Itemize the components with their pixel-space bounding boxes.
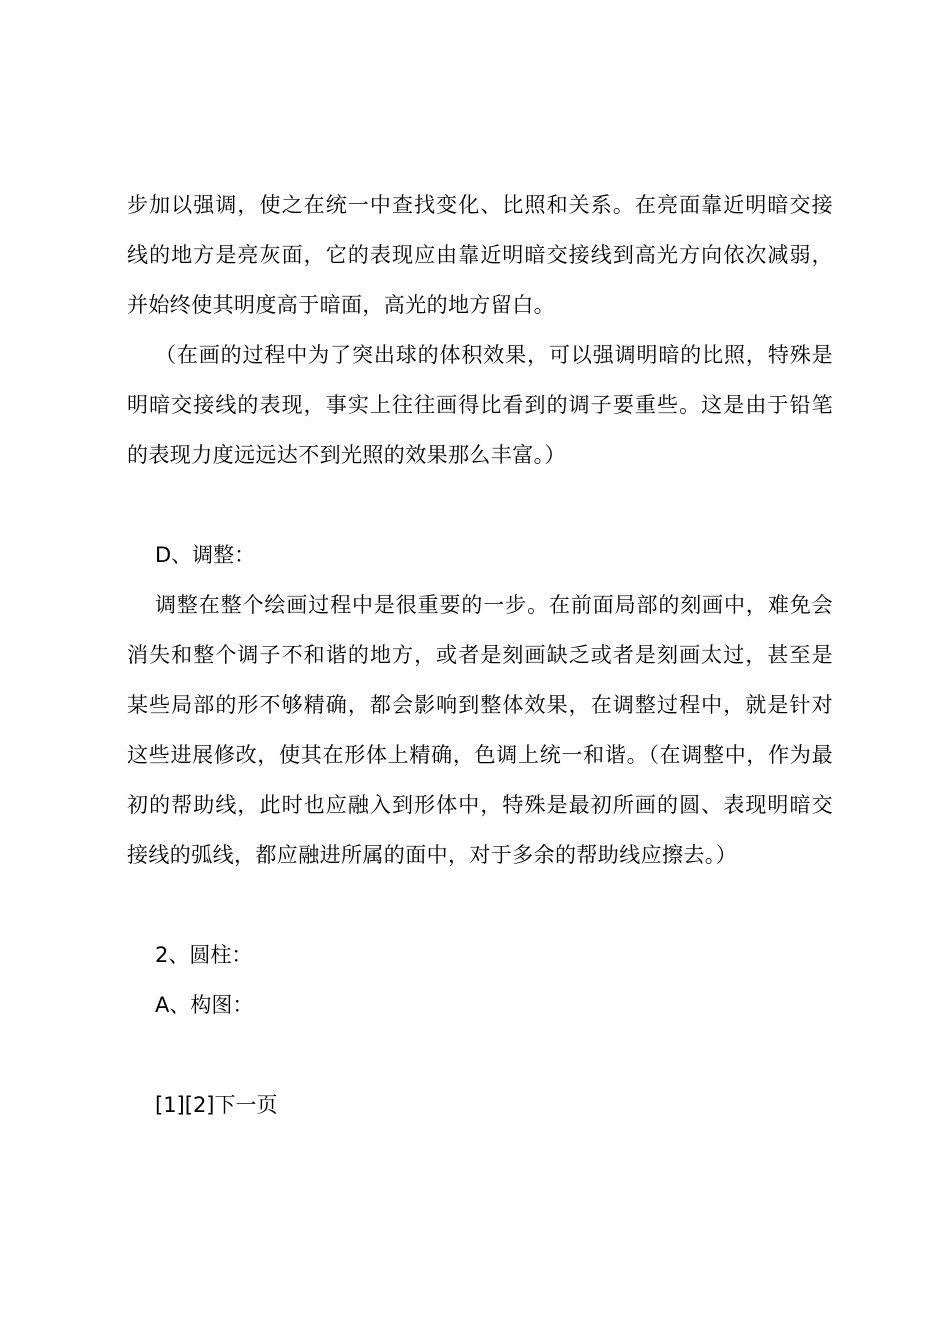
heading-cylinder: 2、圆柱： bbox=[155, 943, 253, 967]
heading-composition: A、构图： bbox=[155, 993, 254, 1017]
pagination bbox=[127, 1080, 833, 1130]
page-link-2[interactable]: [2] bbox=[184, 1093, 215, 1117]
paragraph-adjustment: 调整在整个绘画过程中是很重要的一步。在前面局部的刻画中，难免会消失和整个调子不和谐的地方，或者是刻画缺乏或者是刻画太过，甚至是某些局部的形不够精确，都会影响到整体效果，在调整过程中，就是针对这些进展修改，使其在形体上精确，色调上统一和谐。（在调整中，作为最初的帮助线，此时也应融入到形体中，特殊是最初所画的圆、表现明暗交接线的弧线，都应融进所属的面中，对于多余的帮助线应擦去。） bbox=[127, 593, 833, 867]
paragraph-highlight-description: 步加以强调，使之在统一中查找变化、比照和关系。在亮面靠近明暗交接线的地方是亮灰面，它的表现应由靠近明暗交接线到高光方向依次减弱，并始终使其明度高于暗面，高光的地方留白。 bbox=[127, 193, 833, 317]
next-page-link[interactable]: 下一页 bbox=[214, 1093, 278, 1117]
blank-line bbox=[127, 480, 833, 530]
blank-line bbox=[127, 880, 833, 930]
document-body bbox=[127, 180, 833, 1130]
heading-adjustment: D、调整： bbox=[155, 543, 256, 567]
blank-line bbox=[127, 1030, 833, 1080]
page-link-1[interactable]: [1] bbox=[155, 1093, 185, 1117]
paragraph-contrast-note: （在画的过程中为了突出球的体积效果，可以强调明暗的比照，特殊是明暗交接线的表现，事实上往往画得比看到的调子要重些。这是由于铅笔的表现力度远远达不到光照的效果那么丰富。） bbox=[127, 343, 833, 467]
